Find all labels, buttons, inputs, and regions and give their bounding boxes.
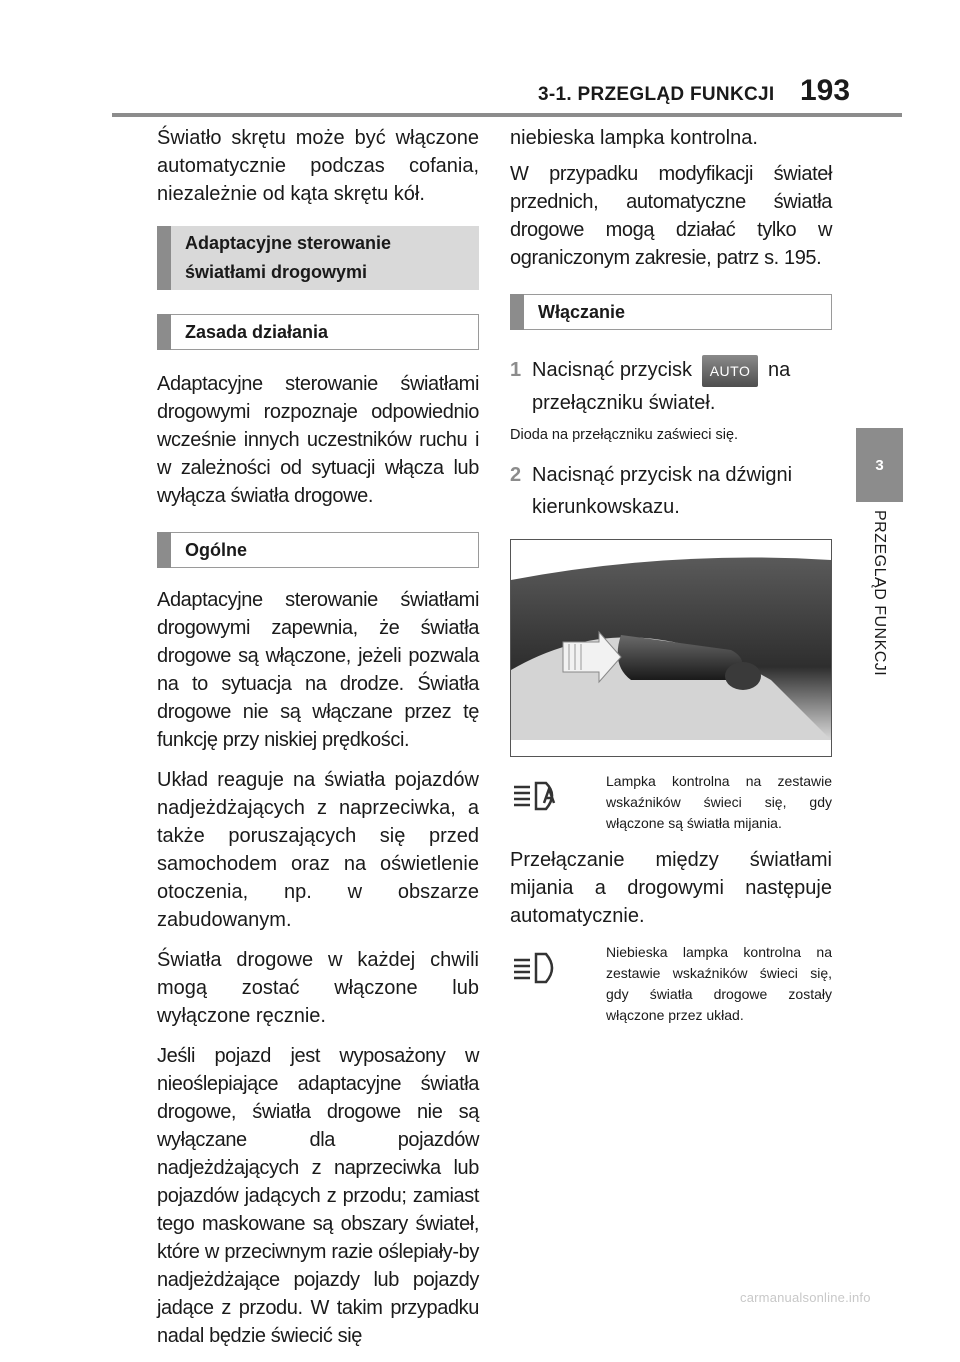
principle-paragraph: Adaptacyjne sterowanie światłami drogowymi rozpoznaje odpowiednio wcześnie innych uczestników ruchu i w zależności od sytuacji włącza lub wyłącza światła drogowe.: [157, 373, 479, 507]
indicator-info-2: [510, 942, 832, 1026]
step1-text-after: na: [768, 359, 791, 381]
enable-heading-box: [510, 294, 832, 330]
step1-note: Dioda na przełączniku zaświeci się.: [510, 426, 739, 443]
intro-paragraph: Światło skrętu może być włączone automatycznie podczas cofania, niezależnie od kąta skrętu kół.: [157, 127, 479, 205]
chapter-side-label: PRZEGLĄD FUNKCJI: [871, 510, 888, 677]
turn-signal-lever-photo: [510, 539, 832, 757]
step-2: [510, 459, 832, 523]
chapter-number: 3: [875, 456, 884, 474]
main-heading-box: [157, 226, 479, 290]
step2-text: Nacisnąć przycisk na dźwigni kierunkowskazu.: [532, 463, 793, 518]
general-paragraph-3: Światła drogowe w każdej chwili mogą zostać włączone lub wyłączone ręcznie.: [157, 949, 479, 1027]
main-heading: Adaptacyjne sterowanie światłami drogowymi: [171, 226, 479, 290]
watermark: carmanualsonline.info: [740, 1290, 871, 1305]
indicator-1-text: Lampka kontrolna na zestawie wskaźników świeci się, gdy włączone są światła mijania.: [606, 772, 832, 831]
left-column: [157, 124, 479, 1362]
auto-high-beam-indicator-icon: [510, 777, 566, 817]
step-number: 2: [510, 463, 522, 486]
enable-heading: Włączanie: [524, 294, 832, 330]
header-divider: [112, 113, 902, 117]
heading-bar: [157, 314, 171, 350]
step1-line2: przełączniku świateł.: [532, 391, 716, 414]
auto-button-icon: AUTO: [702, 355, 758, 387]
step-1: [510, 354, 832, 419]
indicator-info-1: [510, 771, 832, 834]
general-paragraph-4: Jeśli pojazd jest wyposażony w nieoślepiające adaptacyjne światła drogowe, światła drogowe nie są wyłączane dla pojazdów nadjeżdżających z naprzeciwka lub pojazdów jadących z przodu; zamiast tego maskowane są obszary świateł, które w przeciwnym razie oślepiały-by nadjeżdżające pojazdy lub pojazdy jadące z przodu. W takim przypadku nadal będzie świecić się: [157, 1045, 479, 1347]
lever-illustration: [511, 540, 831, 756]
high-beam-indicator-icon: [510, 948, 566, 988]
principle-heading-box: [157, 314, 479, 350]
heading-bar: [157, 532, 171, 568]
step-content: [532, 354, 790, 419]
section-title: 3-1. PRZEGLĄD FUNKCJI: [538, 84, 775, 105]
step-number: 1: [510, 359, 522, 381]
general-heading-box: [157, 532, 479, 568]
page-number: 193: [800, 74, 851, 107]
general-paragraph-1: Adaptacyjne sterowanie światłami drogowymi zapewnia, że światła drogowe są włączone, jeżeli pozwala na to sytuacja na drodze. Światła drogowe nie są włączane przez tę funkcję przy niskiej prędkości.: [157, 589, 479, 751]
step1-text-before: Nacisnąć przycisk: [532, 359, 693, 381]
switching-paragraph: Przełączanie między światłami mijania a drogowymi następuje automatycznie.: [510, 848, 832, 927]
chapter-tab[interactable]: [856, 428, 903, 502]
indicator-2-text: Niebieska lampka kontrolna na zestawie wskaźników świeci się, gdy światła drogowe zostały włączone przez układ.: [606, 943, 832, 1023]
right-column: [510, 124, 832, 1038]
general-heading: Ogólne: [171, 532, 479, 568]
modification-paragraph: W przypadku modyfikacji świateł przednich, automatyczne światła drogowe mogą działać tylko w ograniczonym zakresie, patrz s. 195.: [510, 163, 832, 269]
principle-heading: Zasada działania: [171, 314, 479, 350]
continuation-paragraph: niebieska lampka kontrolna.: [510, 127, 758, 149]
heading-bar: [510, 294, 524, 330]
general-paragraph-2: Układ reaguje na światła pojazdów nadjeżdżających z naprzeciwka, a także poruszających się przed samochodem oraz na oświetlenie otoczenia, np. w obszarze zabudowanym.: [157, 769, 479, 931]
heading-bar: [157, 226, 171, 290]
